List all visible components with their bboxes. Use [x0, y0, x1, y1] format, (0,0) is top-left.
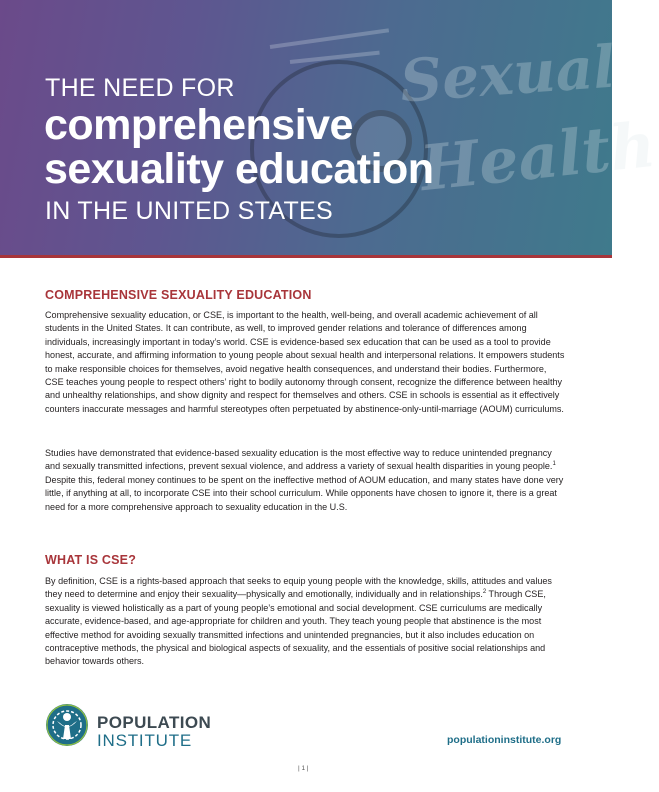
hero-banner [0, 0, 659, 255]
chalkboard-text: Sexual [397, 32, 618, 116]
footnote-ref[interactable]: 2 [482, 589, 487, 596]
paragraph [45, 575, 565, 669]
page-number: | 1 | [298, 765, 309, 772]
title-line-3: sexuality education [44, 145, 434, 193]
section-title: WHAT IS CSE? [45, 553, 137, 567]
chalk-stroke [270, 28, 389, 49]
chalkboard-text: Health [416, 107, 659, 206]
paragraph-text: Through CSE, sexuality is viewed holistically as a part of young people’s emotional and social development. CSE curriculums are medically accurate, evidence-based, and age-appropriate for children and youth. They teach young people that abstinence is the most effective method for avoiding sexually transmitted infections and unintended pregnancies, but it also includes education on contraceptive methods, the physical and biological aspects of sexuality, and the essentials of positive social relationships and behavior towards others. [45, 589, 546, 667]
population-institute-logo-icon [45, 703, 89, 747]
title-line-4: IN THE UNITED STATES [45, 197, 333, 225]
paragraph [45, 447, 565, 514]
footnote-ref[interactable]: 1 [552, 461, 556, 468]
paragraph-text: Despite this, federal money continues to be spent on the ineffective method of AOUM education, and many states have done very little, if anything at all, to incorporate CSE into their school curriculum. While opponents have chosen to ignore it, there is a great need for a more comprehensive approach to sexuality education in the U.S. [45, 474, 564, 512]
paragraph-text: Studies have demonstrated that evidence-based sexuality education is the most effective way to reduce unintended pregnancy and sexually transmitted infections, prevent sexual violence, and address a variety of sexual health disparities in young people. [45, 448, 553, 472]
paragraph: Comprehensive sexuality education, or CSE, is important to the health, well-being, and overall academic achievement of all students in the United States. It can contribute, as well, to improved gender relations and tolerance of differences among individuals, increasingly important in today’s world. CSE is evidence-based sex education that can be used as a tool to provide honest, accurate, and affirming information to young people about sexual health and interpersonal relations. It empowers students to make responsible choices for themselves, avoid negative health consequences, and understand their bodies. Furthermore, CSE teaches young people to respect others’ right to bodily autonomy through consent, recognize the difference between healthy and unhealthy relationships, and show dignity and respect for themselves and others. CSE in schools is essential as it effectively counters inaccurate messages and harmful stereotypes often perpetuated by abstinence-only-until-marriage (AOUM) curriculums. [45, 310, 565, 414]
title-line-1: THE NEED FOR [45, 74, 235, 102]
section-title: COMPREHENSIVE SEXUALITY EDUCATION [45, 288, 312, 302]
title-line-2: comprehensive [44, 101, 353, 149]
paragraph-text: By definition, CSE is a rights-based approach that seeks to equip young people with the knowledge, skills, attitudes and values they need to determine and enjoy their sexuality—physically and emotionally, individually and in relationships. [45, 576, 552, 600]
org-name-line-2: INSTITUTE [97, 731, 193, 750]
org-name-line-1: POPULATION [97, 713, 212, 732]
website-link[interactable]: populationinstitute.org [447, 734, 562, 746]
hero-divider [0, 255, 612, 258]
